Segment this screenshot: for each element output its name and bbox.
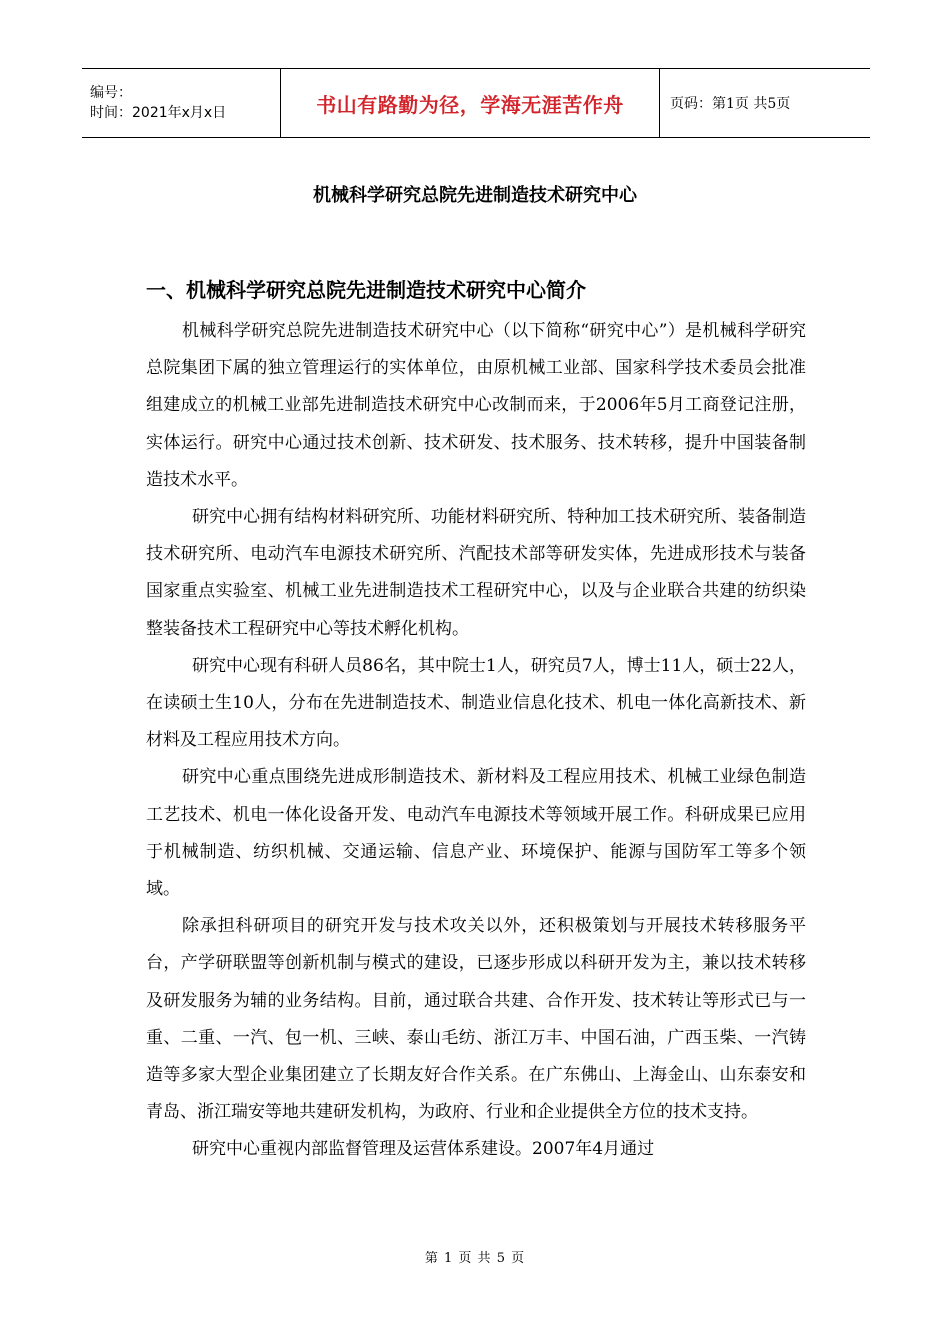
paragraph: 研究中心重点围绕先进成形制造技术、新材料及工程应用技术、机械工业绿色制造工艺技术、机电一体化设备开发、电动汽车电源技术等领域开展工作。科研成果已应用于机械制造、纺织机械、交通运输、信息产业、环境保护、能源与国防军工等多个领域。 bbox=[146, 767, 806, 900]
paragraph: 研究中心现有科研人员86名，其中院士1人，研究员7人，博士11人，硕士22人，在读硕士生10人，分布在先进制造技术、制造业信息化技术、机电一体化高新技术、新材料及工程应用技术方向。 bbox=[146, 655, 806, 751]
header-meta bbox=[82, 69, 280, 137]
header-motto: 书山有路勤为径，学海无涯苦作舟 bbox=[316, 92, 624, 117]
section-heading: 一、机械科学研究总院先进制造技术研究中心简介 bbox=[146, 278, 586, 302]
document-date-label: 时间：2021年x月x日 bbox=[90, 105, 227, 121]
paragraph: 机械科学研究总院先进制造技术研究中心（以下简称“研究中心”）是机械科学研究总院集团下属的独立管理运行的实体单位，由原机械工业部、国家科学技术委员会批准组建成立的机械工业部先进制造技术研究中心改制而来，于2006年5月工商登记注册，实体运行。研究中心通过技术创新、技术研发、技术服务、技术转移，提升中国装备制造技术水平。 bbox=[146, 321, 806, 490]
paragraph: 研究中心拥有结构材料研究所、功能材料研究所、特种加工技术研究所、装备制造技术研究所、电动汽车电源技术研究所、汽配技术部等研发实体，先进成形技术与装备国家重点实验室、机械工业先进制造技术工程研究中心，以及与企业联合共建的纺织染整装备技术工程研究中心等技术孵化机构。 bbox=[146, 507, 806, 639]
header-page-info-cell bbox=[660, 69, 870, 137]
document-body bbox=[146, 313, 806, 1169]
document-title: 机械科学研究总院先进制造技术研究中心 bbox=[313, 185, 637, 206]
header-motto-cell bbox=[280, 69, 660, 137]
document-number-label: 编号： bbox=[90, 85, 132, 101]
paragraph: 研究中心重视内部监督管理及运营体系建设。2007年4月通过 bbox=[192, 1139, 655, 1160]
header-page-info: 页码：第1页 共5页 bbox=[670, 96, 791, 112]
document-header bbox=[82, 68, 870, 138]
page-footer: 第 1 页 共 5 页 bbox=[424, 1251, 526, 1266]
paragraph: 除承担科研项目的研究开发与技术攻关以外，还积极策划与开展技术转移服务平台，产学研联盟等创新机制与模式的建设，已逐步形成以科研开发为主，兼以技术转移及研发服务为辅的业务结构。目前，通过联合共建、合作开发、技术转让等形式已与一重、二重、一汽、包一机、三峡、泰山毛纺、浙江万丰、中国石油，广西玉柴、一汽铸造等多家大型企业集团建立了长期友好合作关系。在广东佛山、上海金山、山东泰安和青岛、浙江瑞安等地共建研发机构，为政府、行业和企业提供全方位的技术支持。 bbox=[146, 916, 806, 1123]
